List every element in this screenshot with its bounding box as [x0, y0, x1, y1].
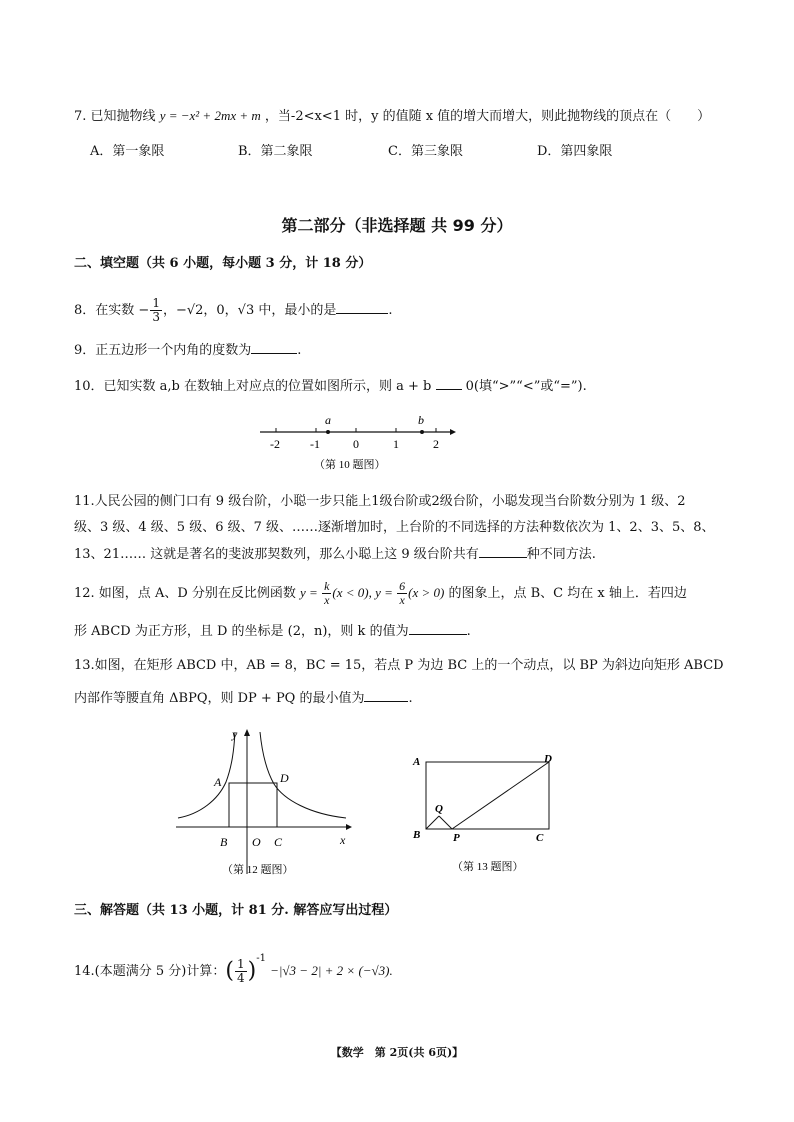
- q8-num: 8．在实数: [74, 303, 135, 318]
- tick-label-1: 1: [393, 437, 399, 451]
- label-a: a: [325, 413, 331, 427]
- q13-text-l2: 内部作等腰直角 ΔBPQ，则 DP + PQ 的最小值为: [74, 691, 365, 706]
- point-a: [326, 430, 330, 434]
- q12-fraction-k: [322, 580, 331, 607]
- part2-title: 第二部分（非选择题 共 99 分）: [281, 216, 513, 235]
- q11-line-3: [74, 546, 596, 564]
- q7-text-2: ，当-2<x<1 时，y 的值随 x 值的增大而增大，则此抛物线的顶点在（ ）: [264, 109, 711, 124]
- fig12-curve-right: [260, 732, 346, 818]
- q14-rest: −|√3 − 2| + 2 × (−√3).: [270, 963, 393, 978]
- q9-answer-blank[interactable]: [251, 353, 297, 354]
- q13-line-2: [74, 690, 413, 708]
- fig12-label-b: B: [220, 835, 228, 849]
- fig13-label-b: B: [413, 829, 421, 841]
- q7-option-a: A．第一象限: [90, 144, 165, 159]
- q12-six: 6: [399, 579, 406, 593]
- fig13-label-d: D: [544, 753, 552, 765]
- q8-fraction: [150, 297, 162, 324]
- fig13-label-a: A: [413, 756, 421, 768]
- q13-answer-blank[interactable]: [364, 701, 408, 702]
- fig12-label-a: A: [214, 775, 222, 789]
- q14-paren-close: ): [247, 958, 257, 984]
- fig12-caption: （第 12 题图）: [222, 864, 294, 876]
- tick-label-minus-2: -2: [270, 437, 280, 451]
- q9-text: 9．正五边形一个内角的度数为: [74, 343, 252, 358]
- q7-option-b: B．第二象限: [238, 144, 313, 159]
- fig12-label-o: O: [252, 835, 261, 849]
- q9-end: .: [297, 343, 302, 358]
- q12-answer-blank[interactable]: [409, 634, 467, 635]
- fig12-y-arrow: [244, 729, 250, 736]
- tick-label-2: 2: [433, 437, 439, 451]
- number-line-arrow: [450, 429, 456, 435]
- q10-text: 10．已知实数 a,b 在数轴上对应点的位置如图所示，则 a + b: [74, 379, 432, 394]
- fig12-label-d: D: [280, 771, 289, 785]
- section-3-heading: 三、解答题（共 13 小题，计 81 分. 解答应写出过程）: [74, 903, 398, 918]
- fig13-label-c: C: [536, 832, 544, 844]
- fig13-segment-qp: [439, 816, 452, 829]
- q11-line-2: 级、3 级、4 级、5 级、6 级、7 级、……逐渐增加时，上台阶的不同选择的方法种数依次为 1、2、3、5、8、: [74, 520, 715, 535]
- q7-option-c: C．第三象限: [388, 144, 463, 159]
- q7-text-1: 已知抛物线: [90, 109, 156, 124]
- q13-end: .: [408, 691, 413, 706]
- q10-answer-blank[interactable]: [436, 389, 462, 390]
- fig13-label-q: Q: [435, 803, 443, 815]
- q8-line: [74, 297, 393, 324]
- q9-line: [74, 342, 301, 360]
- q7-num: 7.: [74, 109, 87, 124]
- fig13-caption: （第 13 题图）: [452, 861, 524, 873]
- q11-line-1: 11.人民公园的侧门口有 9 级台阶，小聪一步只能上1级台阶或2级台阶，小聪发现当台阶数分别为 1 级、2: [74, 494, 686, 509]
- q14-prefix: 14.(本题满分 5 分)计算：: [74, 964, 226, 979]
- q8-rest: ，−√2，0，√3 中，最小的是: [162, 303, 337, 318]
- q12-fraction-6: [397, 580, 407, 607]
- q14-paren-open: (: [225, 958, 234, 984]
- q14-line: [74, 942, 393, 985]
- fig12-label-x: x: [340, 833, 346, 847]
- q11-text-3a: 13、21…… 这就是著名的斐波那契数列，那么小聪上这 9 级台阶共有: [74, 547, 479, 562]
- page-footer: 【数学 第 2页(共 6页)】: [330, 1046, 464, 1059]
- q13-line-1: 13.如图，在矩形 ABCD 中，AB = 8，BC = 15，若点 P 为边 BC 上的一个动点，以 BP 为斜边向矩形 ABCD: [74, 658, 724, 673]
- q7-option-d: D．第四象限: [537, 144, 613, 159]
- fig12-label-y: y: [232, 727, 238, 741]
- q14-frac-num: 1: [236, 957, 245, 971]
- q12-line-2: [74, 623, 471, 641]
- figure-10-caption: （第 10 题图）: [314, 459, 386, 471]
- figure-10-number-line: [250, 408, 470, 478]
- fig13-segment-bq: [426, 816, 439, 829]
- q12-text-l2: 形 ABCD 为正方形，且 D 的坐标是 (2，n)，则 k 的值为: [74, 624, 409, 639]
- figure-13: [408, 748, 568, 876]
- tick-label-0: 0: [353, 437, 359, 451]
- q12-line-1: [74, 580, 687, 607]
- tick-label-minus-1: -1: [310, 437, 320, 451]
- q8-answer-blank[interactable]: [336, 313, 388, 314]
- q12-x-1: x: [324, 593, 330, 607]
- q8-frac-num: 1: [152, 296, 160, 310]
- fig12-curve-left: [178, 732, 235, 818]
- fig12-square-abcd: [229, 783, 277, 827]
- q12-text-a: 12. 如图，点 A、D 分别在反比例函数: [74, 586, 296, 601]
- q8-frac-den: 3: [152, 310, 160, 324]
- q12-text-b: 的图象上，点 B、C 均在 x 轴上．若四边: [444, 586, 687, 601]
- fig13-label-p: P: [453, 832, 460, 844]
- point-b: [420, 430, 424, 434]
- q12-cond-2: (x > 0): [408, 585, 445, 600]
- q12-cond-1: (x < 0), y =: [332, 585, 397, 600]
- fig12-label-c: C: [274, 835, 283, 849]
- section-2-heading: 二、填空题（共 6 小题，每小题 3 分，计 18 分）: [74, 256, 372, 271]
- q8-end: .: [388, 303, 393, 318]
- q7-equation: y = −x² + 2mx + m: [159, 108, 261, 123]
- q14-frac-den: 4: [236, 971, 245, 985]
- fig13-segment-pd: [452, 762, 549, 829]
- q12-k: k: [324, 579, 330, 593]
- fig12-x-arrow: [346, 824, 352, 830]
- q12-func-y1: y =: [300, 585, 322, 600]
- figure-12: [170, 726, 360, 882]
- q10-end: 0(填“>”“<”或“=”).: [465, 379, 587, 394]
- q11-answer-blank[interactable]: [479, 557, 527, 558]
- q8-minus: −: [138, 303, 150, 318]
- q12-end: .: [466, 624, 471, 639]
- q7-line: [74, 107, 710, 126]
- fig13-rectangle-abcd: [426, 762, 549, 829]
- q14-exponent: -1: [256, 953, 266, 964]
- q14-fraction: [235, 958, 247, 985]
- label-b: b: [418, 413, 424, 427]
- q11-text-3b: 种不同方法.: [526, 547, 596, 562]
- q10-line: [74, 378, 587, 396]
- q12-x-2: x: [399, 593, 405, 607]
